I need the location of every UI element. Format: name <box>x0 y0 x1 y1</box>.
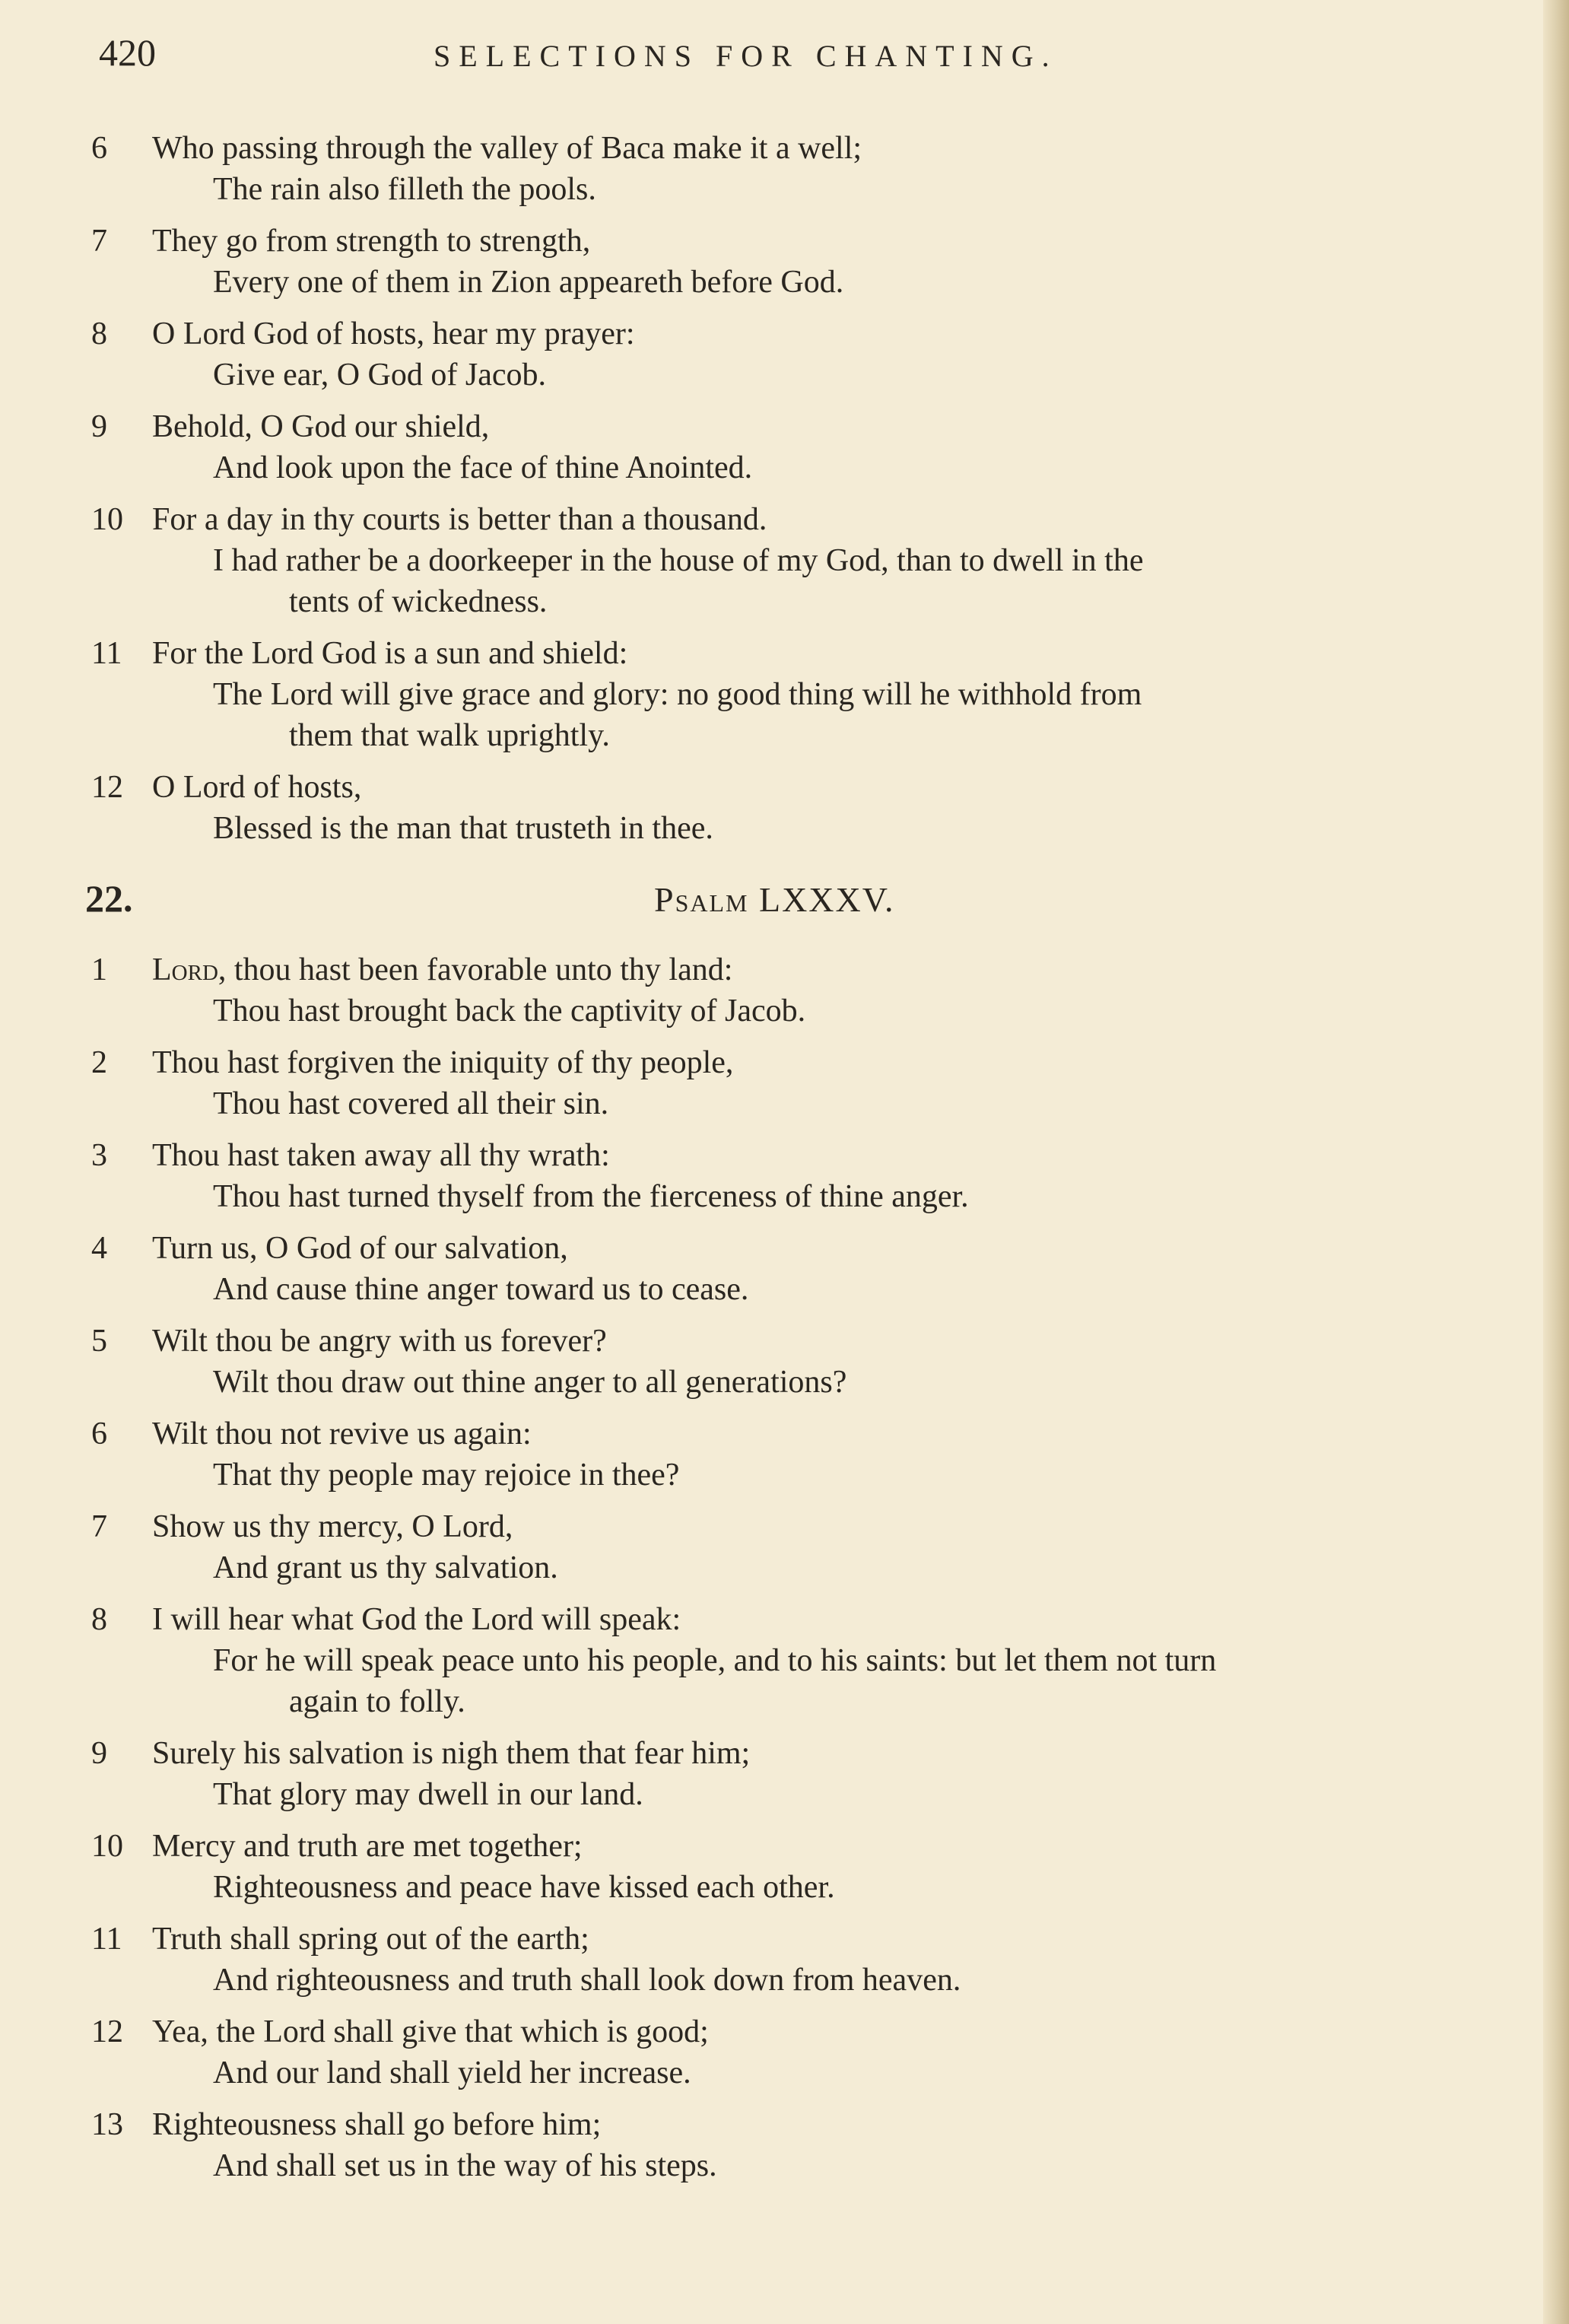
verse-number: 1 <box>91 952 107 987</box>
verse-response: Blessed is the man that trusteth in thee. <box>213 811 713 846</box>
verse-number: 9 <box>91 1736 107 1771</box>
verse-line: Yea, the Lord shall give that which is good; <box>152 2014 709 2049</box>
verse-line: O Lord God of hosts, hear my prayer: <box>152 316 635 351</box>
verse-line: For a day in thy courts is better than a thousand. <box>152 502 767 537</box>
verse-lead-word: Lord <box>152 952 218 987</box>
verse-response: That thy people may rejoice in thee? <box>213 1458 680 1493</box>
verse-response: And shall set us in the way of his steps. <box>213 2148 717 2183</box>
verse-line: I will hear what God the Lord will speak: <box>152 1602 681 1637</box>
verse <box>91 221 1521 303</box>
verses-previous-psalm <box>91 128 1521 860</box>
psalm-heading <box>85 876 1454 930</box>
verse <box>91 1599 1521 1722</box>
page-header <box>99 30 1164 84</box>
verse-line: Surely his salvation is nigh them that fear him; <box>152 1736 751 1771</box>
verse-number: 13 <box>91 2107 123 2142</box>
verse <box>91 1042 1521 1124</box>
psalm-title: Psalm LXXXV. <box>654 880 895 919</box>
verse-response: And look upon the face of thine Anointed. <box>213 450 753 485</box>
verse-line: Thou hast taken away all thy wrath: <box>152 1138 610 1173</box>
verse-response: And our land shall yield her increase. <box>213 2055 691 2090</box>
verse-continuation: them that walk uprightly. <box>289 718 610 753</box>
verse-response: For he will speak peace unto his people, and to his saints: but let them not turn <box>213 1643 1217 1678</box>
verse <box>91 633 1521 756</box>
verse-line: O Lord of hosts, <box>152 770 362 805</box>
verse-continuation: again to folly. <box>289 1684 465 1719</box>
verse-response: And righteousness and truth shall look down from heaven. <box>213 1963 961 1998</box>
verse <box>91 406 1521 488</box>
verse-response: Righteousness and peace have kissed each other. <box>213 1870 835 1905</box>
verse-number: 10 <box>91 502 123 537</box>
page-edge <box>1543 0 1569 2324</box>
verse <box>91 1135 1521 1217</box>
verse-response: Thou hast brought back the captivity of Jacob. <box>213 994 806 1028</box>
verse <box>91 313 1521 396</box>
verse <box>91 767 1521 849</box>
verse-number: 12 <box>91 2014 123 2049</box>
verse <box>91 1826 1521 1908</box>
verse-line: Righteousness shall go before him; <box>152 2107 602 2142</box>
verse-number: 7 <box>91 1509 107 1544</box>
verse <box>91 1413 1521 1496</box>
verse-line: Show us thy mercy, O Lord, <box>152 1509 513 1544</box>
verses-psalm-85 <box>91 949 1521 2197</box>
verse-number: 5 <box>91 1324 107 1359</box>
verse <box>91 2104 1521 2186</box>
verse <box>91 2011 1521 2094</box>
verse-number: 7 <box>91 224 107 259</box>
verse-line: Thou hast forgiven the iniquity of thy people, <box>152 1045 734 1080</box>
verse-response: And grant us thy salvation. <box>213 1550 558 1585</box>
verse-line: Behold, O God our shield, <box>152 409 490 444</box>
verse-number: 8 <box>91 316 107 351</box>
verse-number: 8 <box>91 1602 107 1637</box>
verse-number: 2 <box>91 1045 107 1080</box>
verse <box>91 949 1521 1032</box>
verse-line: For the Lord God is a sun and shield: <box>152 636 628 671</box>
verse-response: Thou hast turned thyself from the fierceness of thine anger. <box>213 1179 969 1214</box>
selection-number: 22. <box>85 877 133 920</box>
verse <box>91 1506 1521 1588</box>
verse-response: Give ear, O God of Jacob. <box>213 358 547 393</box>
verse-number: 6 <box>91 1416 107 1451</box>
verse-number: 11 <box>91 1922 122 1957</box>
verse-number: 12 <box>91 770 123 805</box>
verse-response: Thou hast covered all their sin. <box>213 1086 609 1121</box>
verse-line: Wilt thou not revive us again: <box>152 1416 532 1451</box>
verse-line: Wilt thou be angry with us forever? <box>152 1324 607 1359</box>
page-number: 420 <box>99 31 156 74</box>
verse-line: They go from strength to strength, <box>152 224 591 259</box>
verse-response: The rain also filleth the pools. <box>213 172 596 207</box>
verse-number: 3 <box>91 1138 107 1173</box>
verse-number: 9 <box>91 409 107 444</box>
verse-line: Truth shall spring out of the earth; <box>152 1922 589 1957</box>
verse-number: 6 <box>91 131 107 166</box>
verse <box>91 128 1521 210</box>
verse-line: Turn us, O God of our salvation, <box>152 1231 568 1266</box>
verse <box>91 1321 1521 1403</box>
verse-line: , thou hast been favorable unto thy land: <box>218 952 733 987</box>
verse <box>91 1919 1521 2001</box>
verse-response: Every one of them in Zion appeareth before God. <box>213 265 844 300</box>
verse-continuation: tents of wickedness. <box>289 584 548 619</box>
verse-number: 10 <box>91 1829 123 1864</box>
verse <box>91 1733 1521 1815</box>
verse-line: Who passing through the valley of Baca make it a well; <box>152 131 862 166</box>
verse-response: The Lord will give grace and glory: no good thing will he withhold from <box>213 677 1142 712</box>
running-title: SELECTIONS FOR CHANTING. <box>434 39 1058 73</box>
verse <box>91 1228 1521 1310</box>
verse-response: Wilt thou draw out thine anger to all generations? <box>213 1365 847 1400</box>
verse-number: 4 <box>91 1231 107 1266</box>
verse <box>91 499 1521 622</box>
verse-line: Mercy and truth are met together; <box>152 1829 583 1864</box>
verse-response: And cause thine anger toward us to cease. <box>213 1272 749 1307</box>
verse-response: That glory may dwell in our land. <box>213 1777 643 1812</box>
verse-response: I had rather be a doorkeeper in the house of my God, than to dwell in the <box>213 543 1144 578</box>
verse-number: 11 <box>91 636 122 671</box>
